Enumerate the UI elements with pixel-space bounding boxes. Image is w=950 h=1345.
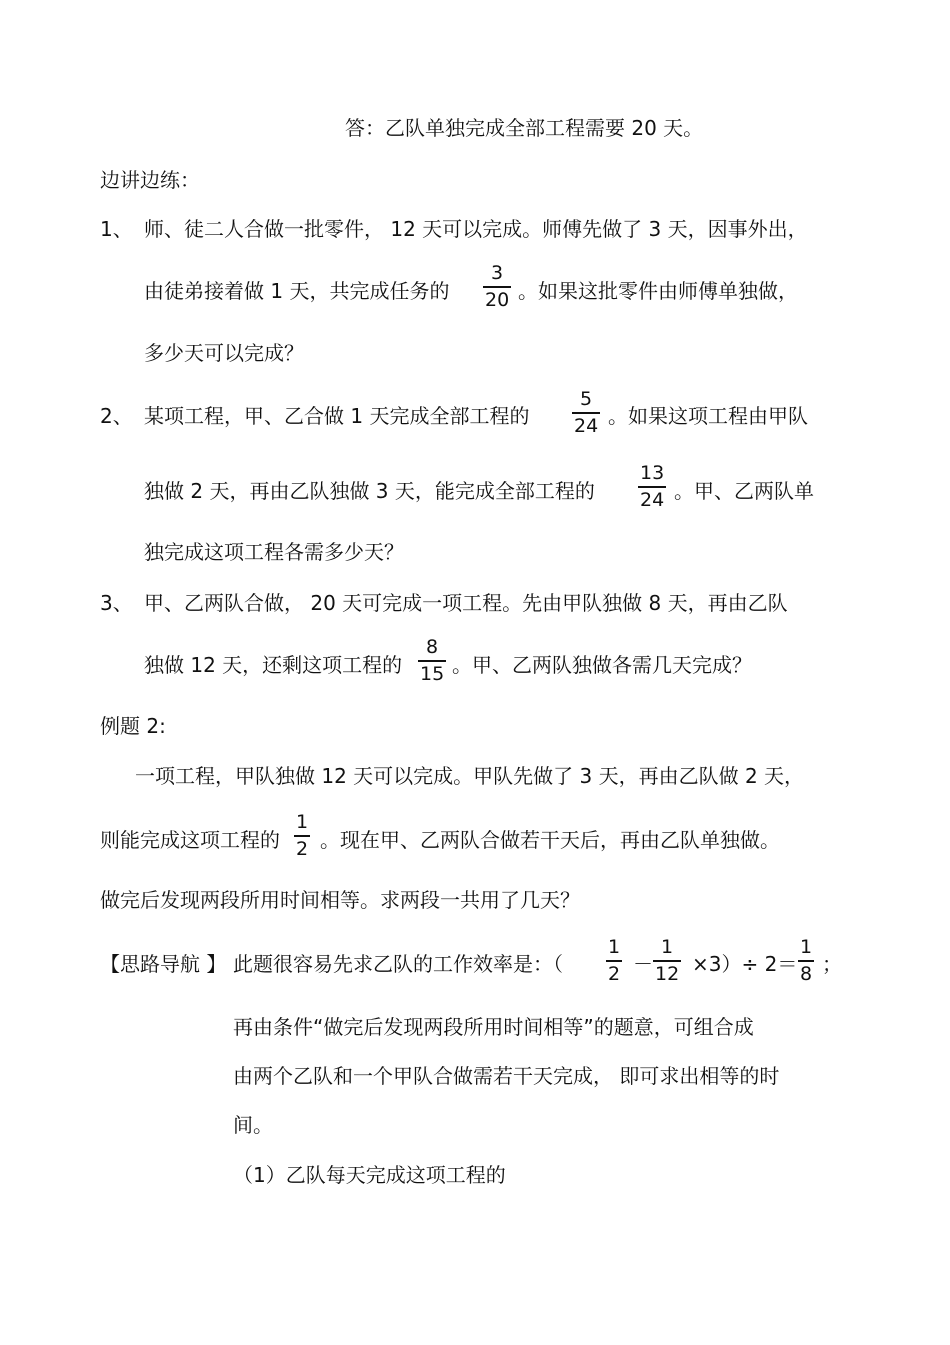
problem-2-line-2a: 独做 2 天，再由乙队独做 3 天，能完成全部工程的 xyxy=(144,479,595,503)
fraction-numerator: 13 xyxy=(640,462,665,484)
problem-3-number: 3、 xyxy=(100,591,133,615)
fraction-denominator: 24 xyxy=(574,414,599,437)
guide-line-5: （1）乙队每天完成这项工程的 xyxy=(233,1163,506,1187)
fraction-numerator: 1 xyxy=(800,936,813,958)
guide-text: 此题很容易先求乙队的工作效率是：（ xyxy=(233,952,563,976)
fraction-5-24 xyxy=(572,390,600,436)
problem-2-line-1a: 某项工程，甲、乙合做 1 天完成全部工程的 xyxy=(144,404,530,428)
problem-1-line-3: 多少天可以完成？ xyxy=(144,341,304,365)
fraction-denominator: 2 xyxy=(608,962,621,985)
guide-minus: － xyxy=(633,952,653,976)
fraction-13-24 xyxy=(638,464,666,510)
fraction-denominator: 2 xyxy=(296,837,309,860)
fraction-numerator: 3 xyxy=(491,262,504,284)
fraction-1-12 xyxy=(653,938,681,984)
example-2-line-1: 一项工程，甲队独做 12 天可以完成。甲队先做了 3 天，再由乙队做 2 天， xyxy=(135,764,805,788)
guide-line-3: 由两个乙队和一个甲队合做需若干天完成， 即可求出相等的时 xyxy=(233,1064,780,1088)
problem-2-number: 2、 xyxy=(100,404,133,428)
problem-1-line-2a: 由徒弟接着做 1 天，共完成任务的 xyxy=(144,279,450,303)
fraction-numerator: 1 xyxy=(296,811,309,833)
fraction-1-8 xyxy=(798,938,814,984)
section-practice-title: 边讲边练： xyxy=(100,168,200,192)
fraction-1-2-guide xyxy=(606,938,622,984)
problem-3-line-2b: 。甲、乙两队独做各需几天完成？ xyxy=(452,653,752,677)
fraction-numerator: 1 xyxy=(661,936,674,958)
problem-1-line-1: 师、徒二人合做一批零件， 12 天可以完成。师傅先做了 3 天，因事外出， xyxy=(144,217,808,241)
answer-line: 答：乙队单独完成全部工程需要 20 天。 xyxy=(345,116,704,140)
problem-2-line-3: 独完成这项工程各需多少天？ xyxy=(144,540,404,564)
fraction-denominator: 12 xyxy=(655,962,680,985)
problem-2-line-2b: 。甲、乙两队单 xyxy=(674,479,814,503)
example-2-line-2a: 则能完成这项工程的 xyxy=(100,828,280,852)
problem-3-line-2a: 独做 12 天，还剩这项工程的 xyxy=(144,653,403,677)
fraction-1-2 xyxy=(294,813,310,859)
guide-semicolon: ； xyxy=(822,952,842,976)
problem-2-line-1b: 。如果这项工程由甲队 xyxy=(608,404,808,428)
fraction-numerator: 5 xyxy=(580,388,593,410)
problem-3-line-1: 甲、乙两队合做， 20 天可完成一项工程。先由甲队独做 8 天，再由乙队 xyxy=(144,591,788,615)
guide-line-4: 间。 xyxy=(233,1113,273,1137)
example-2-line-2b: 。现在甲、乙两队合做若干天后，再由乙队单独做。 xyxy=(320,828,780,852)
example-2-title: 例题 2: xyxy=(100,714,166,738)
example-2-line-3: 做完后发现两段所用时间相等。求两段一共用了几天？ xyxy=(100,888,580,912)
fraction-denominator: 24 xyxy=(640,488,665,511)
fraction-denominator: 8 xyxy=(800,962,813,985)
guide-label: 【思路导航 】 xyxy=(100,952,227,976)
problem-1-line-2b: 。如果这批零件由师傅单独做， xyxy=(518,279,798,303)
fraction-denominator: 20 xyxy=(485,288,510,311)
fraction-3-20 xyxy=(483,264,511,310)
guide-times: ×3）÷ 2＝ xyxy=(692,952,798,976)
fraction-numerator: 8 xyxy=(426,636,439,658)
problem-1-number: 1、 xyxy=(100,217,133,241)
fraction-numerator: 1 xyxy=(608,936,621,958)
fraction-denominator: 15 xyxy=(420,662,445,685)
guide-line-2: 再由条件“做完后发现两段所用时间相等”的题意，可组合成 xyxy=(233,1015,754,1039)
fraction-8-15 xyxy=(418,638,446,684)
